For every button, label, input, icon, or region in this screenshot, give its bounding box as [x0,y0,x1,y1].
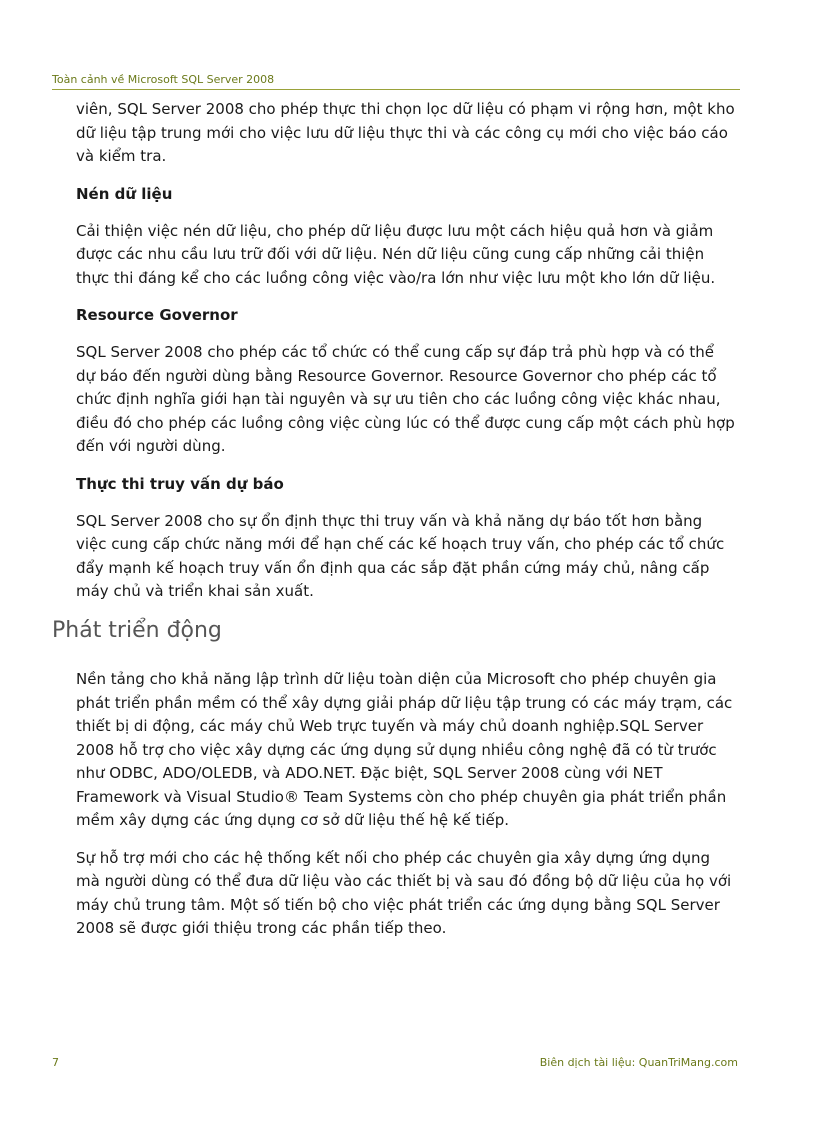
page-number: 7 [52,1056,59,1069]
running-header: Toàn cảnh về Microsoft SQL Server 2008 [52,73,275,86]
resource-governor-paragraph: SQL Server 2008 cho phép các tổ chức có thể cung cấp sự đáp trả phù hợp và có thể dự báo đến người dùng bằng Resource Governor. Resource Governor cho phép các tổ chức định nghĩa giới hạn tài nguyên và sự ưu tiên cho các luồng công việc khác nhau, điều đó cho phép các luồng công việc cùng lúc có thể được cung cấp một cách phù hợp đến với người dùng. [76,343,735,455]
main-content [76,98,736,604]
intro-paragraph: viên, SQL Server 2008 cho phép thực thi chọn lọc dữ liệu có phạm vi rộng hơn, một kho dữ liệu tập trung mới cho việc lưu dữ liệu thực thi và các công cụ mới cho việc báo cáo và kiểm tra. [76,100,735,165]
dynamic-development-heading: Phát triển động [52,618,222,643]
predictable-query-heading: Thực thi truy vấn dự báo [76,474,284,493]
dynamic-development-content [76,668,736,941]
dynamic-development-paragraph-2: Sự hỗ trợ mới cho các hệ thống kết nối cho phép các chuyên gia xây dựng ứng dụng mà người dùng có thể đưa dữ liệu vào các thiết bị và sau đó đồng bộ dữ liệu của họ với máy chủ trung tâm. Một số tiến bộ cho việc phát triển các ứng dụng bằng SQL Server 2008 sẽ được giới thiệu trong các phần tiếp theo. [76,848,732,937]
dynamic-development-paragraph-1: Nền tảng cho khả năng lập trình dữ liệu toàn diện của Microsoft cho phép chuyên gia phát triển phần mềm có thể xây dựng giải pháp dữ liệu tập trung có các máy trạm, các thiết bị di động, các máy chủ Web trực tuyến và máy chủ doanh nghiệp.SQL Server 2008 hỗ trợ cho việc xây dựng các ứng dụng sử dụng nhiều công nghệ đã có từ trước như ODBC, ADO/OLEDB, và ADO.NET. Đặc biệt, SQL Server 2008 cùng với NET Framework và Visual Studio® Team Systems còn cho phép chuyên gia phát triển phần mềm xây dựng các ứng dụng cơ sở dữ liệu thế hệ kế tiếp. [76,670,733,829]
header-rule [52,89,740,90]
compression-paragraph: Cải thiện việc nén dữ liệu, cho phép dữ liệu được lưu một cách hiệu quả hơn và giảm được các nhu cầu lưu trữ đối với dữ liệu. Nén dữ liệu cũng cung cấp những cải thiện thực thi đáng kể cho các luồng công việc vào/ra lớn như việc lưu một kho lớn dữ liệu. [76,221,716,287]
predictable-query-paragraph: SQL Server 2008 cho sự ổn định thực thi truy vấn và khả năng dự báo tốt hơn bằng việc cung cấp chức năng mới để hạn chế các kế hoạch truy vấn, cho phép các tổ chức đẩy mạnh kế hoạch truy vấn ổn định qua các sắp đặt phần cứng máy chủ, nâng cấp máy chủ và triển khai sản xuất. [76,511,725,600]
footer-credit: Biên dịch tài liệu: QuanTriMang.com [539,1056,738,1069]
compression-heading: Nén dữ liệu [76,184,173,203]
resource-governor-heading: Resource Governor [76,306,238,324]
